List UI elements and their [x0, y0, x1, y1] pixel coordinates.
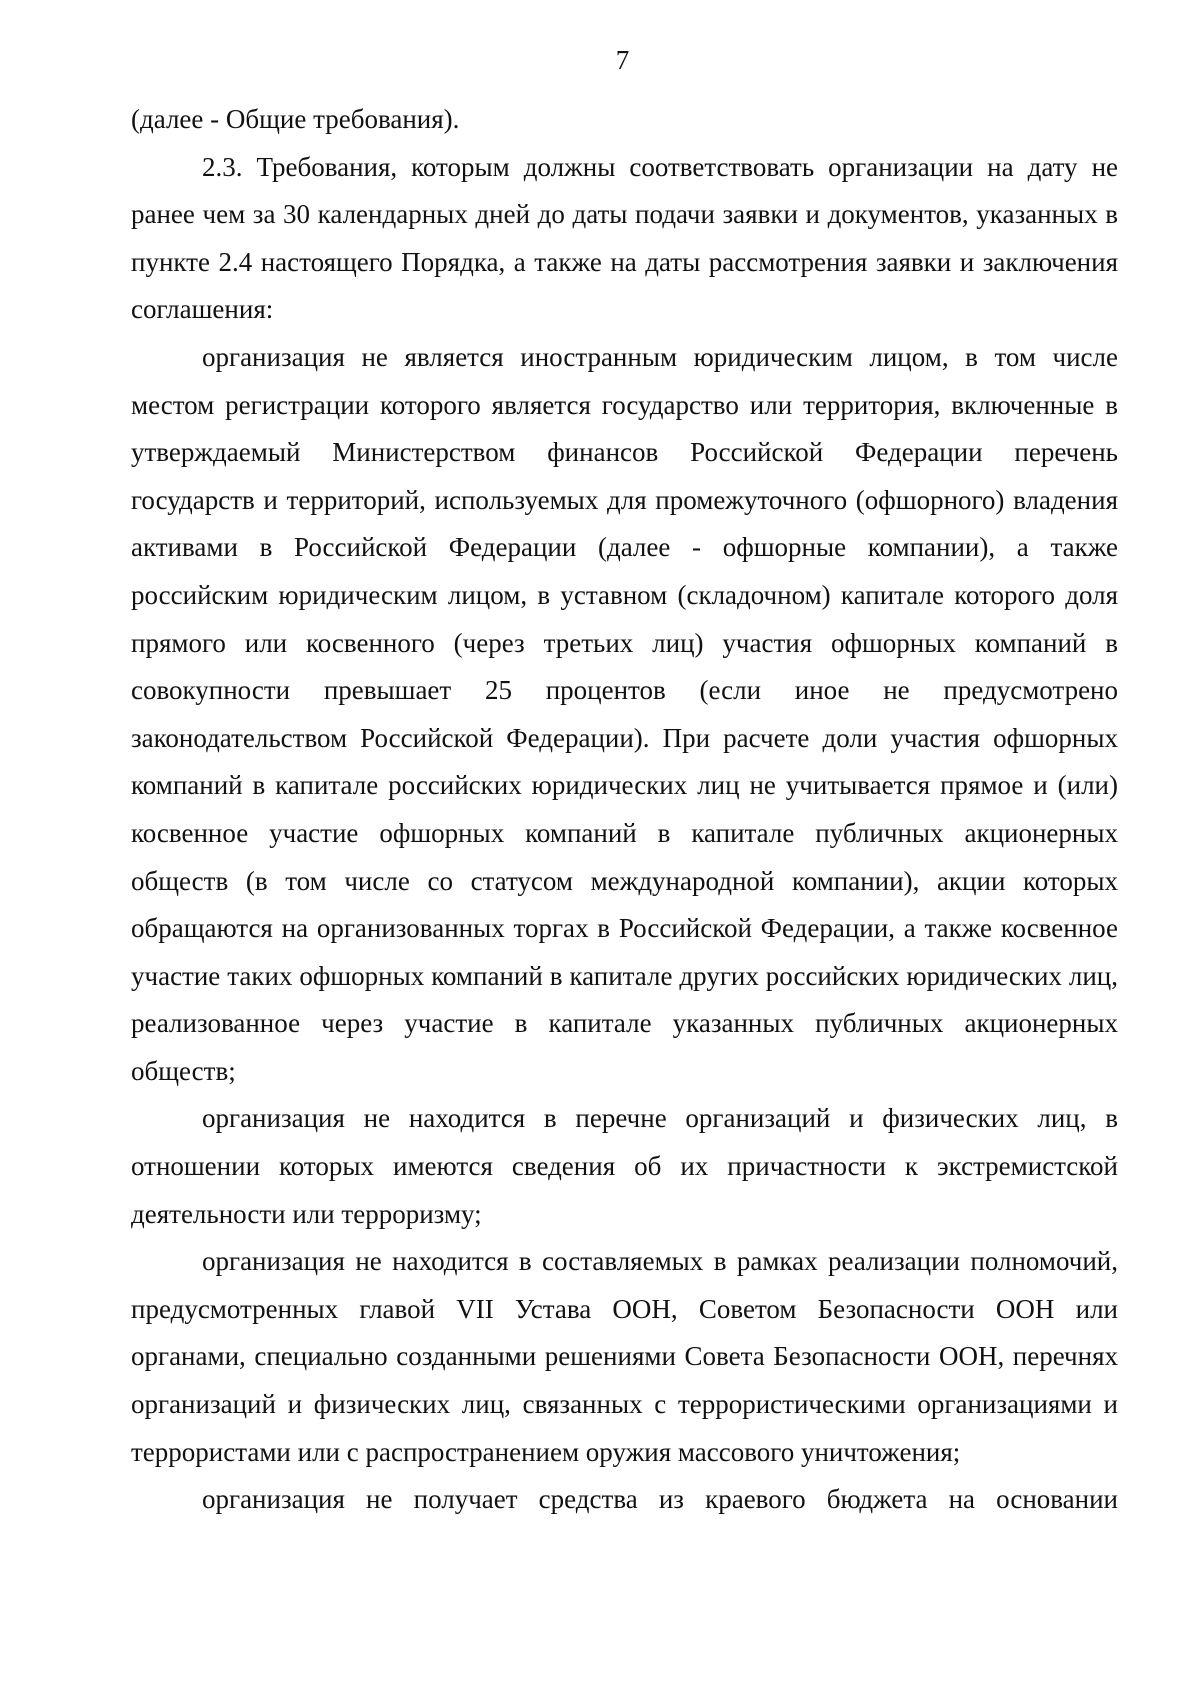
paragraph-un-sanctions-requirement: организация не находится в составляемых в рамках реализации полномочий, предусмотренных главой VII Устава ООН, Советом Безопасности ООН или органами, специально созданными решениями Совета Безопасности ООН, перечнях организаций и физических лиц, связанных с террористическими организациями и террористами или с распространением оружия массового уничтожения; [131, 1246, 1118, 1467]
paragraph-section-2-3: 2.3. Требования, которым должны соответствовать организации на дату не ранее чем за 30 календарных дней до даты подачи заявки и документов, указанных в пункте 2.4 настоящего Порядка, а также на даты рассмотрения заявки и заключения соглашения: [131, 151, 1118, 325]
page-number: 7 [615, 45, 630, 75]
paragraph-offshore-requirement: организация не является иностранным юридическим лицом, в том числе местом регистрации которого является государство или территория, включенные в утверждаемый Министерством финансов Российской Федерации перечень государств и территорий, используемых для промежуточного (офшорного) владения активами в Российской Федерации (далее - офшорные компании), а также российским юридическим лицом, в уставном (складочном) капитале которого доля прямого или косвенного (через третьих лиц) участия офшорных компаний в совокупности превышает 25 процентов (если иное не предусмотрено законодательством Российской Федерации). При расчете доли участия офшорных компаний в капитале российских юридических лиц не учитывается прямое и (или) косвенное участие офшорных компаний в капитале публичных акционерных обществ (в том числе со статусом международной компании), акции которых обращаются на организованных торгах в Российской Федерации, а также косвенное участие таких офшорных компаний в капитале других российских юридических лиц, реализованное через участие в капитале указанных публичных акционерных обществ; [131, 341, 1118, 1086]
document-body [131, 96, 1118, 1524]
paragraph-budget-requirement: организация не получает средства из краевого бюджета на основании [202, 1484, 1118, 1515]
paragraph-extremism-requirement: организация не находится в перечне организаций и физических лиц, в отношении которых имеются сведения об их причастности к экстремистской деятельности или терроризму; [131, 1103, 1118, 1229]
paragraph-continuation: (далее - Общие требования). [131, 104, 460, 134]
